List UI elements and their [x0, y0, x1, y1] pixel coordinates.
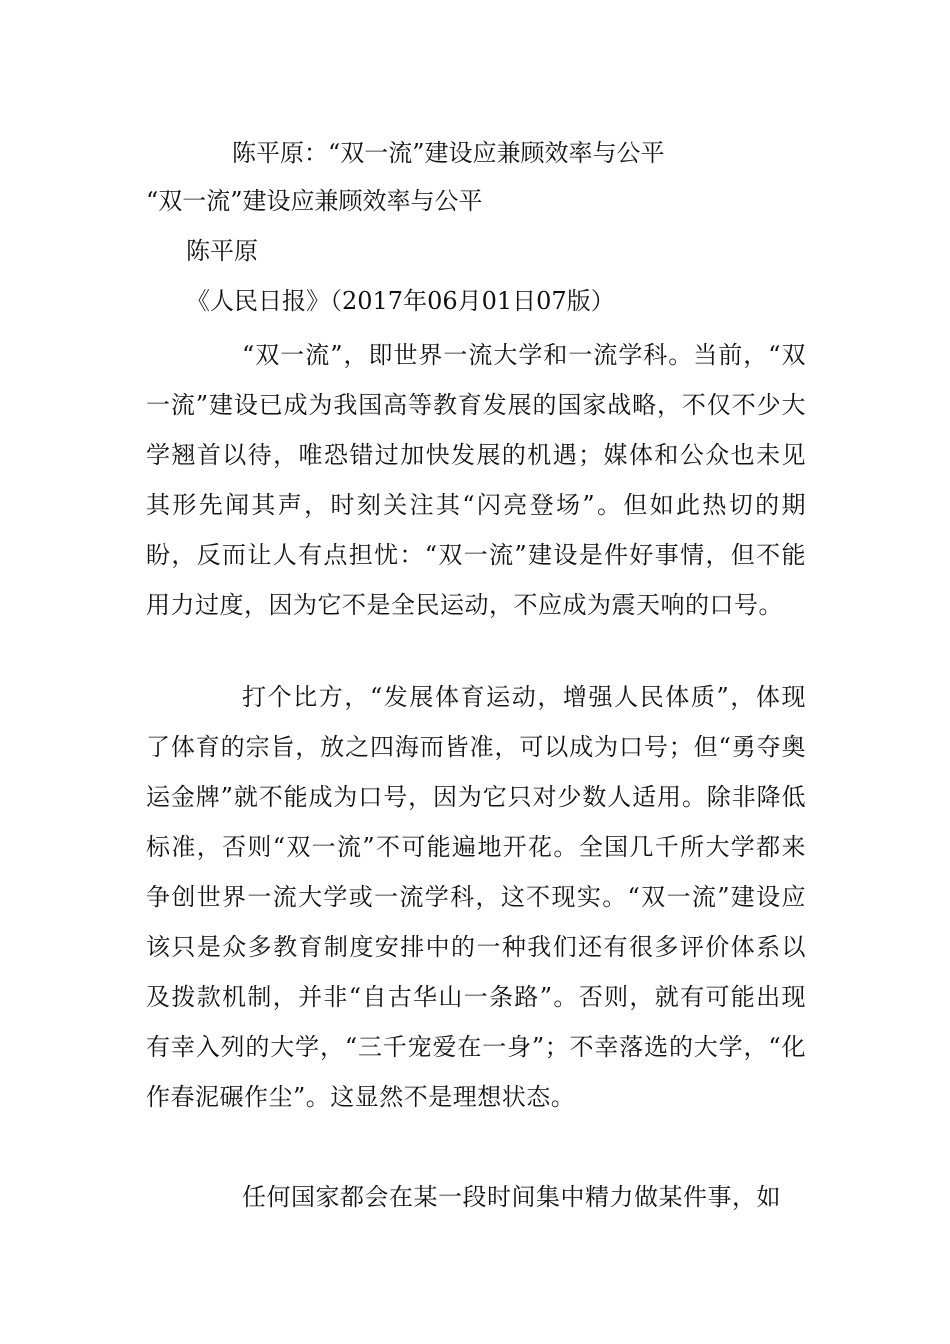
article-source: 《人民日报》（2017年06月01日07版）: [186, 287, 615, 315]
paragraph-1: “双一流”，即世界一流大学和一流学科。当前，“双一流”建设已成为我国高等教育发展的国家战略，不仅不少大学翘首以待，唯恐错过加快发展的机遇；媒体和公众也未见其形先闻其声，时刻关注其“闪亮登场”。但如此热切的期盼，反而让人有点担忧：“双一流”建设是件好事情，但不能用力过度，因为它不是全民运动，不应成为震天响的口号。: [146, 341, 806, 619]
article-author: 陈平原: [186, 237, 258, 265]
paragraph-2: 打个比方，“发展体育运动，增强人民体质”，体现了体育的宗旨，放之四海而皆准，可以成为口号；但“勇夺奥运金牌”就不能成为口号，因为它只对少数人适用。除非降低标准，否则“双一流”不可能遍地开花。全国几千所大学都来争创世界一流大学或一流学科，这不现实。“双一流”建设应该只是众多教育制度安排中的一种我们还有很多评价体系以及拨款机制，并非“自古华山一条路”。否则，就有可能出现有幸入列的大学，“三千宠爱在一身”；不幸落选的大学，“化作春泥碾作尘”。这显然不是理想状态。: [146, 683, 806, 1111]
article-subtitle: “双一流”建设应兼顾效率与公平: [146, 187, 483, 215]
paragraph-3: 任何国家都会在某一段时间集中精力做某件事，如: [242, 1183, 781, 1211]
article-title: 陈平原：“双一流”建设应兼顾效率与公平: [232, 139, 665, 167]
